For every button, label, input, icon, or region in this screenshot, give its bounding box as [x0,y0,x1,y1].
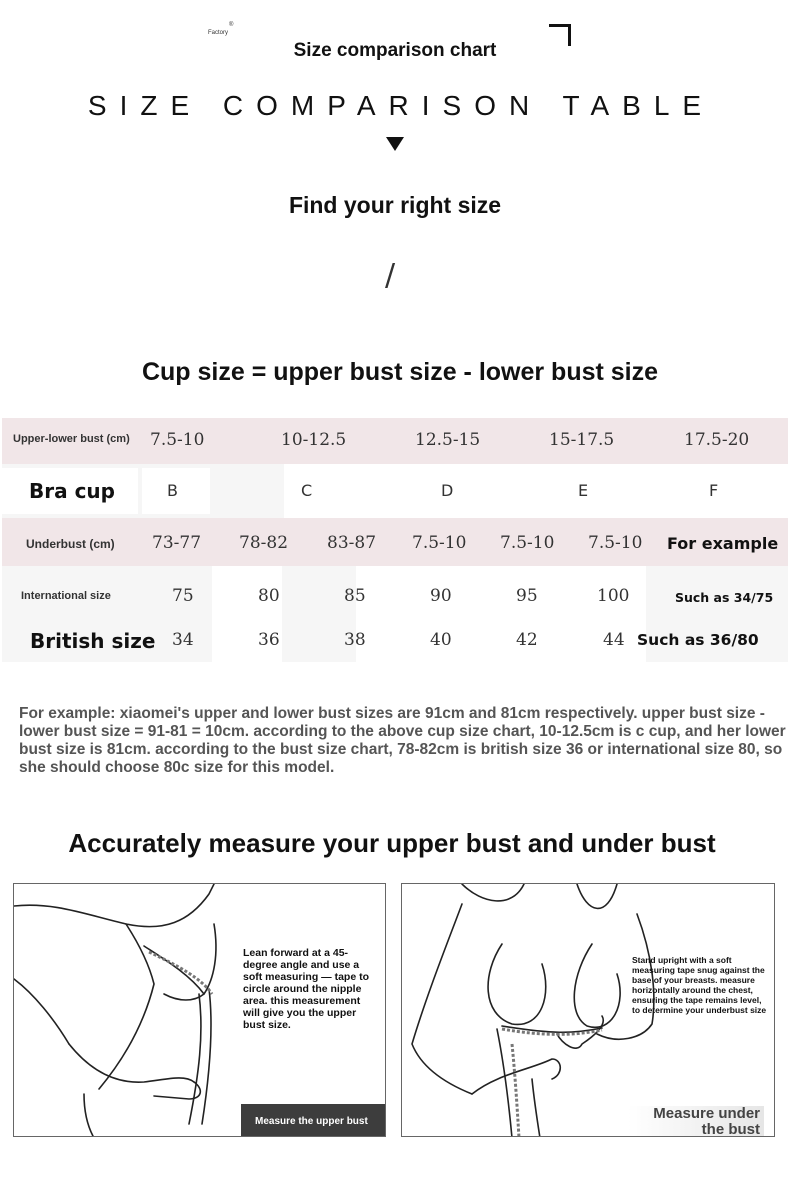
example-paragraph: For example: xiaomei's upper and lower bust sizes are 91cm and 81cm respectively. upper bust size - lower bust size = 91-81 = 10cm. according to the above cup size chart, 10-12.5cm is c cup, and her lower bust size is 81cm. according to the bust size chart, 78-82cm is british size 36 or international size 80, so she should choose 80c size for this model. [19,705,786,776]
upper-lower-label: Upper-lower bust (cm) [13,433,130,445]
international-label: International size [21,590,111,602]
british-value: 40 [430,630,452,650]
under-bust-panel [401,883,775,1137]
british-value: 38 [344,630,366,650]
international-value: 100 [597,586,630,606]
british-value: 36 [258,630,280,650]
bra-cup-value: D [441,481,454,500]
international-value: 85 [344,586,366,606]
factory-label: Factory [208,30,229,36]
underbust-value: 7.5-10 [588,533,643,553]
underbust-value: 83-87 [327,533,377,553]
international-value: 80 [258,586,280,606]
british-value: 44 [603,630,625,650]
british-value: 42 [516,630,538,650]
bra-cup-value: F [709,481,719,500]
upper-lower-value: 7.5-10 [150,430,205,450]
underbust-label: Underbust (cm) [26,537,115,551]
for-example-label: For example [667,534,779,553]
british-value: 34 [172,630,194,650]
find-size-heading: Find your right size [288,192,502,218]
page-subtitle: SIZE COMPARISON TABLE [87,90,715,121]
upper-bust-instructions: Lean forward at a 45-degree angle and use a soft measuring — tape to circle around the nipple area. this measurement will give you the upper bust size. [243,947,370,1031]
upper-lower-value: 12.5-15 [415,430,481,450]
international-example: Such as 34/75 [675,590,774,605]
upper-lower-value: 10-12.5 [281,430,347,450]
under-bust-instructions: Stand upright with a soft measuring tape snug against the base of your breasts. measure horizontally around the chest, ensuring the tape remains level, to determine your underbust size [632,955,767,1015]
upper-lower-value: 15-17.5 [549,430,615,450]
underbust-value: 78-82 [239,533,289,553]
bra-cup-value: C [301,481,313,500]
underbust-value: 7.5-10 [500,533,555,553]
page-title: Size comparison chart [293,40,497,61]
british-label: British size [30,629,156,653]
measure-heading: Accurately measure your upper bust and under bust [68,828,716,858]
bra-cup-label: Bra cup [29,479,115,503]
upper-bust-panel [13,883,386,1137]
british-example: Such as 36/80 [637,631,759,649]
bra-cup-value: E [578,481,589,500]
upper-bust-caption: Measure the upper bust [241,1104,386,1137]
cup-formula: Cup size = upper bust size - lower bust size [141,358,659,386]
underbust-value: 73-77 [152,533,202,553]
international-value: 90 [430,586,452,606]
slash-divider: / [385,258,396,293]
underbust-value: 7.5-10 [412,533,467,553]
triangle-down-icon [386,137,404,151]
registered-mark: ® [229,22,234,28]
under-bust-caption: Measure under the bust [628,1106,764,1137]
international-value: 75 [172,586,194,606]
bra-cup-value: B [167,481,178,500]
international-value: 95 [516,586,538,606]
upper-lower-value: 17.5-20 [684,430,750,450]
